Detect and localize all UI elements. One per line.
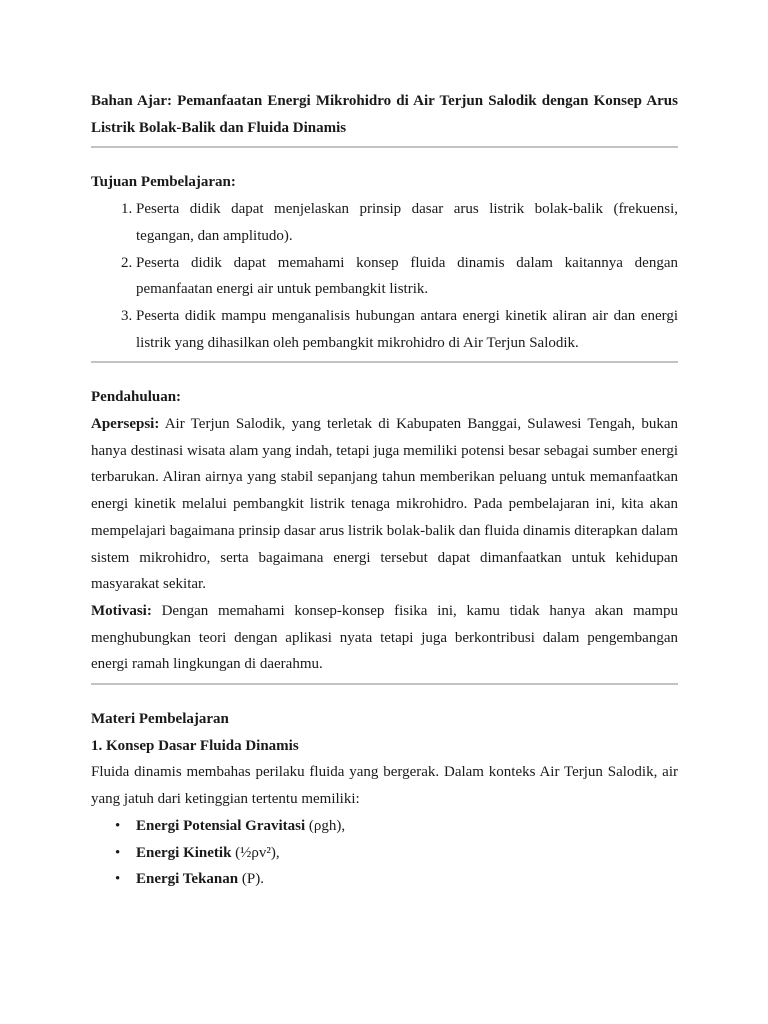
bullet-text: (ρgh), bbox=[305, 817, 346, 834]
bullet-text: (½ρv²), bbox=[231, 844, 280, 861]
divider bbox=[91, 146, 678, 148]
materi-heading: Materi Pembelajaran bbox=[91, 711, 229, 728]
document-title: Bahan Ajar: Pemanfaatan Energi Mikrohidro di Air Terjun Salodik dengan Konsep Arus Listrik Bolak-Balik dan Fluida Dinamis bbox=[91, 93, 678, 136]
motivasi-label: Motivasi: bbox=[91, 602, 152, 619]
divider bbox=[91, 361, 678, 363]
motivasi-paragraph bbox=[91, 598, 678, 678]
section-tujuan bbox=[91, 169, 678, 356]
divider bbox=[91, 683, 678, 685]
apersepsi-label: Apersepsi: bbox=[91, 416, 160, 433]
energi-list bbox=[91, 813, 678, 893]
motivasi-text: Dengan memahami konsep-konsep fisika ini, kamu tidak hanya akan mampu menghubungkan teori dengan aplikasi nyata tetapi juga berkontribusi dalam pengembangan energi ramah lingkungan di daerahmu. bbox=[91, 602, 678, 673]
apersepsi-paragraph bbox=[91, 411, 678, 598]
list-item bbox=[136, 813, 678, 840]
document-page bbox=[91, 88, 678, 893]
list-item bbox=[136, 866, 678, 893]
materi-intro: Fluida dinamis membahas perilaku fluida yang bergerak. Dalam konteks Air Terjun Salodik, air yang jatuh dari ketinggian tertentu memiliki: bbox=[91, 764, 678, 808]
bullet-label: Energi Potensial Gravitasi bbox=[136, 817, 306, 834]
materi-subheading: 1. Konsep Dasar Fluida Dinamis bbox=[91, 737, 299, 754]
list-item bbox=[136, 840, 678, 867]
section-pendahuluan bbox=[91, 384, 678, 678]
bullet-label: Energi Tekanan bbox=[136, 871, 239, 888]
tujuan-list bbox=[91, 196, 678, 356]
tujuan-heading: Tujuan Pembelajaran: bbox=[91, 174, 236, 191]
list-item: 2. Peserta didik dapat memahami konsep fluida dinamis dalam kaitannya dengan pemanfaatan energi air untuk pembangkit listrik. bbox=[136, 250, 678, 303]
list-item: 3. Peserta didik mampu menganalisis hubungan antara energi kinetik aliran air dan energi listrik yang dihasilkan oleh pembangkit mikrohidro di Air Terjun Salodik. bbox=[136, 303, 678, 356]
pendahuluan-heading: Pendahuluan: bbox=[91, 389, 182, 406]
section-materi bbox=[91, 706, 678, 893]
list-item: 1. Peserta didik dapat menjelaskan prinsip dasar arus listrik bolak-balik (frekuensi, tegangan, dan amplitudo). bbox=[136, 196, 678, 249]
apersepsi-text: Air Terjun Salodik, yang terletak di Kabupaten Banggai, Sulawesi Tengah, bukan hanya destinasi wisata alam yang indah, tetapi juga memiliki potensi besar sebagai sumber energi terbarukan. Aliran airnya yang stabil sepanjang tahun memberikan peluang untuk memanfaatkan energi kinetik melalui pembangkit listrik tenaga mikrohidro. Pada pembelajaran ini, kita akan mempelajari bagaimana prinsip dasar arus listrik bolak-balik dan fluida dinamis diterapkan dalam sistem mikrohidro, serta bagaimana energi tersebut dapat dimanfaatkan untuk kehidupan masyarakat sekitar. bbox=[91, 416, 678, 593]
bullet-text: (P). bbox=[238, 871, 264, 888]
bullet-label: Energi Kinetik bbox=[136, 844, 232, 861]
